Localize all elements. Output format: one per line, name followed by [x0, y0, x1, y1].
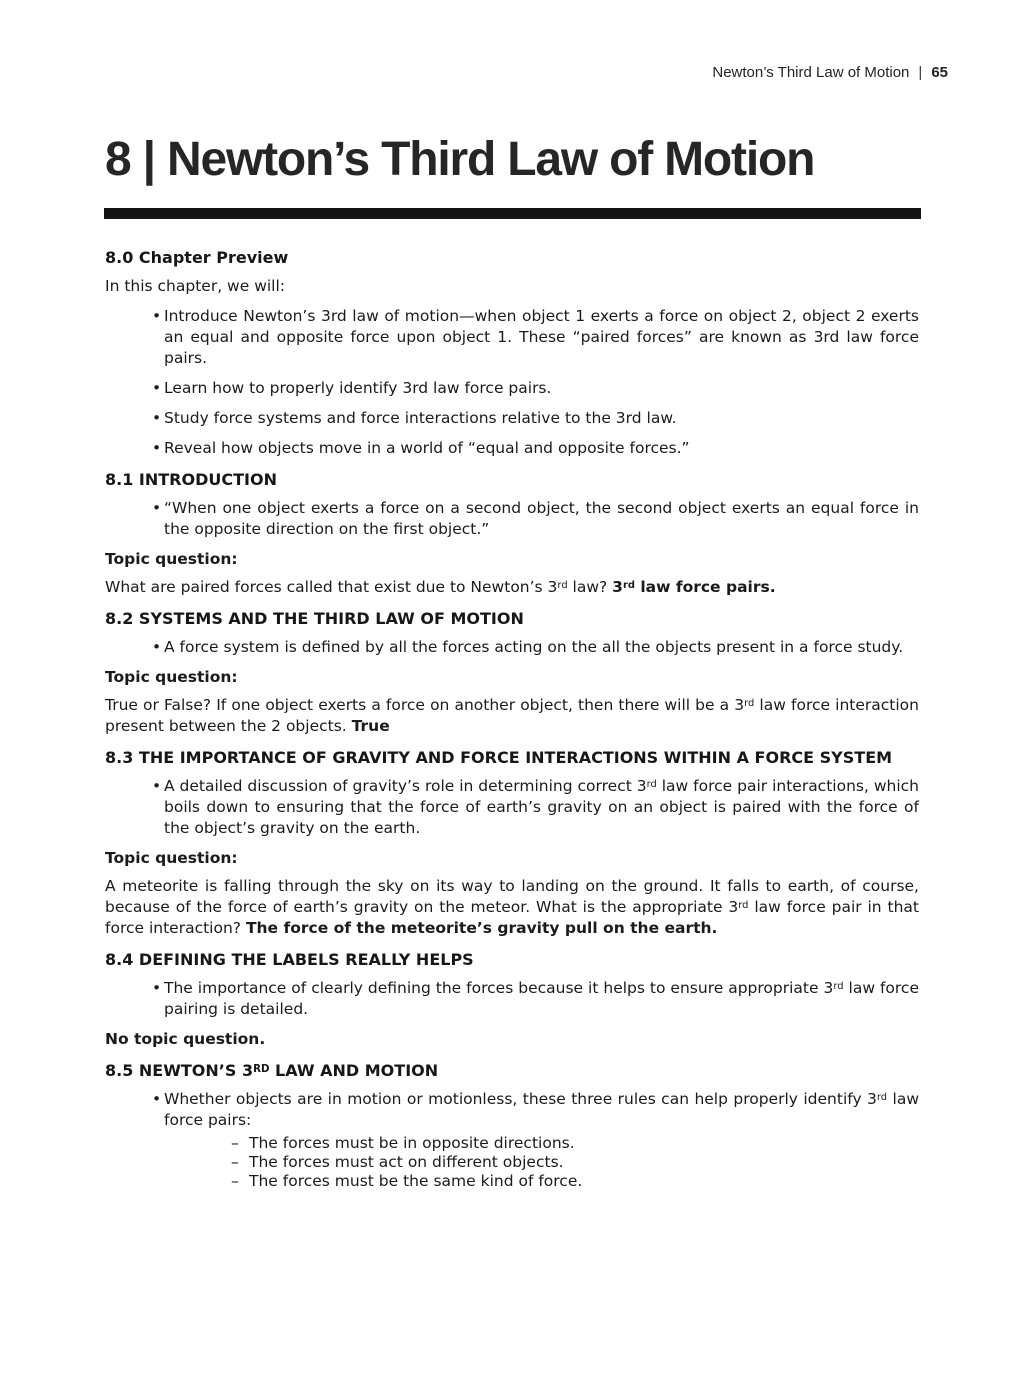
topic-question-text: True or False? If one object exerts a force on another object, then there will be a 3rd law force interaction present between the 2 objects. True [105, 696, 919, 735]
section-8-3-heading: 8.3 THE IMPORTANCE OF GRAVITY AND FORCE INTERACTIONS WITHIN A FORCE SYSTEM [105, 748, 893, 767]
section-8-0-heading: 8.0 Chapter Preview [105, 248, 289, 267]
bullet-list [105, 637, 919, 658]
section-8-3 [105, 747, 919, 939]
topic-question-text: What are paired forces called that exist due to Newton’s 3rd law? 3rd law force pairs. [105, 578, 776, 596]
bullet-item: • Introduce Newton’s 3rd law of motion—when object 1 exerts a force on object 2, object 2 exerts an equal and opposite force upon object 1. These “paired forces” are known as 3rd law force pairs. [105, 306, 919, 369]
section-8-5 [105, 1060, 919, 1191]
bullet-list [105, 498, 919, 540]
bullet-item: • A detailed discussion of gravity’s role in determining correct 3rd law force pair interactions, which boils down to ensuring that the force of earth’s gravity on an object is paired with the force of the object’s gravity on the earth. [105, 776, 919, 839]
no-topic-question-label: No topic question. [105, 1030, 266, 1048]
sub-bullet-item: – The forces must be the same kind of force. [164, 1172, 919, 1191]
running-header-chapter: Newton’s Third Law of Motion [712, 64, 910, 81]
bullet-item: • A force system is defined by all the forces acting on the all the objects present in a force study. [105, 637, 919, 658]
force-pair-rules-list [164, 1134, 919, 1191]
page-number: 65 [931, 64, 948, 81]
bullet-list [105, 776, 919, 839]
bullet-item: • Learn how to properly identify 3rd law force pairs. [105, 378, 919, 399]
topic-question-label: Topic question: [105, 668, 238, 686]
bullet-item: • Study force systems and force interactions relative to the 3rd law. [105, 408, 919, 429]
title-rule [104, 208, 921, 219]
running-header [0, 64, 1024, 82]
section-8-1 [105, 469, 919, 598]
section-8-4 [105, 949, 919, 1050]
section-8-4-heading: 8.4 DEFINING THE LABELS REALLY HELPS [105, 950, 474, 969]
section-8-5-heading: 8.5 NEWTON’S 3RD LAW AND MOTION [105, 1061, 439, 1080]
section-8-1-heading: 8.1 INTRODUCTION [105, 470, 277, 489]
sub-bullet-item: – The forces must act on different objects. [164, 1153, 919, 1172]
bullet-list [105, 1089, 919, 1191]
bullet-item: • “When one object exerts a force on a second object, the second object exerts an equal force in the opposite direction on the first object.” [105, 498, 919, 540]
bullet-item [105, 1089, 919, 1191]
chapter-title: 8 | Newton’s Third Law of Motion [105, 133, 815, 186]
running-header-separator: | [918, 64, 923, 81]
chapter-intro-paragraph: In this chapter, we will: [105, 277, 286, 295]
bullet-item: • The importance of clearly defining the forces because it helps to ensure appropriate 3rd law force pairing is detailed. [105, 978, 919, 1020]
bullet-item: • Reveal how objects move in a world of “equal and opposite forces.” [105, 438, 919, 459]
section-8-2-heading: 8.2 SYSTEMS AND THE THIRD LAW OF MOTION [105, 609, 524, 628]
section-8-2 [105, 608, 919, 737]
content [105, 247, 919, 1191]
topic-question-label: Topic question: [105, 550, 238, 568]
topic-question-label: Topic question: [105, 849, 238, 867]
sub-bullet-item: – The forces must be in opposite directions. [164, 1134, 919, 1153]
section-8-0 [105, 247, 919, 459]
bullet-text: Whether objects are in motion or motionless, these three rules can help properly identify 3rd law force pairs: [164, 1090, 919, 1129]
topic-question-text: A meteorite is falling through the sky on its way to landing on the ground. It falls to earth, of course, because of the force of earth’s gravity on the meteor. What is the appropriate 3rd law force pair in that force interaction? The force of the meteorite’s gravity pull on the earth. [105, 877, 919, 937]
bullet-list [105, 978, 919, 1020]
chapter-preview-bullet-list [105, 306, 919, 459]
